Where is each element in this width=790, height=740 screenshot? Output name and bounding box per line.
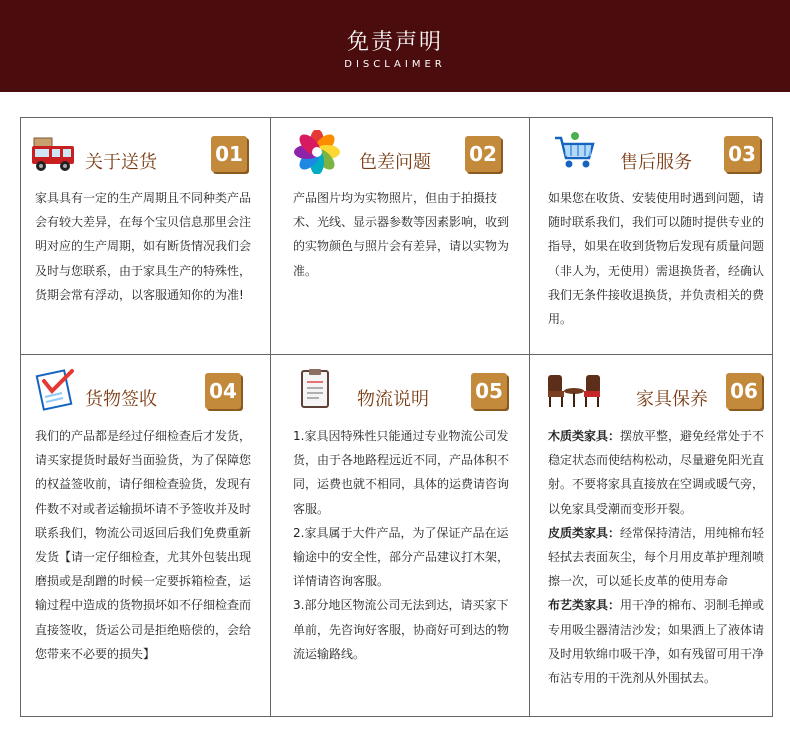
cell-maintenance <box>530 355 774 718</box>
logistics-paragraph: 2.家具属于大件产品，为了保证产品在运输途中的安全性，部分产品建议打木架，详情请咨询客服。 <box>293 525 510 589</box>
cell-title: 售后服务 <box>620 152 692 173</box>
number-badge: 02 <box>465 136 501 172</box>
care-label-fabric: 布艺类家具： <box>548 598 621 613</box>
cell-after-sales <box>530 118 774 354</box>
number-badge: 06 <box>726 373 762 409</box>
cell-title: 家具保养 <box>636 389 708 410</box>
cell-text: 家具具有一定的生产周期且不同种类产品会有较大差异，在每个宝贝信息那里会注明对应的生产周期，如有断货情况我们会及时与您联系，由于家具生产的特殊性，货期会常有浮动，以客服通知你的为准! <box>35 191 252 302</box>
cell-title: 物流说明 <box>357 389 429 410</box>
number-badge: 01 <box>211 136 247 172</box>
number-badge: 04 <box>205 373 241 409</box>
cell-text: 如果您在收货、安装使用时遇到问题，请随时联系我们，我们可以随时提供专业的指导，如果在收到货物后发现有质量问题（非人为，无使用）需退换货者，经确认我们无条件接收退换货，并负责相关的费用。 <box>548 191 765 327</box>
checkmark-document-icon <box>31 367 79 411</box>
care-text-fabric: 用干净的棉布、羽制毛掸或专用吸尘器清洁沙发；如果洒上了液体请及时用软绵巾吸干净，如有残留可用干净布沾专用的干洗剂从外围拭去。 <box>548 598 765 686</box>
cell-title: 货物签收 <box>85 389 157 410</box>
cell-title: 关于送货 <box>85 152 157 173</box>
clipboard-icon <box>291 367 339 411</box>
care-label-wood: 木质类家具： <box>548 429 621 443</box>
number-badge: 03 <box>724 136 760 172</box>
color-wheel-icon <box>293 130 341 174</box>
care-text-leather: 经常保持清洁，用纯棉布轻轻拭去表面灰尘，每个月用皮革护理剂喷擦一次，可以延长皮革的使用寿命 <box>548 525 765 589</box>
cell-text: 产品图片均为实物照片，但由于拍摄技术、光线、显示器参数等因素影响，收到的实物颜色与照片会有差异，请以实物为准。 <box>293 191 510 278</box>
cell-logistics <box>271 355 529 718</box>
care-label-leather: 皮质类家具： <box>548 525 621 540</box>
logistics-paragraph: 3.部分地区物流公司无法到达，请买家下单前，先咨询好客服，协商好可到达的物流运输路线。 <box>293 598 510 661</box>
cell-receipt <box>21 355 270 718</box>
care-text-wood: 摆放平整，避免经常处于不稳定状态而使结构松动，尽量避免阳光直射。不要将家具直接放在空调或暖气旁，以免家具受潮而变形开裂。 <box>548 429 765 516</box>
cell-text <box>293 424 515 666</box>
disclaimer-banner <box>0 0 790 92</box>
shopping-cart-icon <box>550 130 598 174</box>
logistics-paragraph: 1.家具因特殊性只能通过专业物流公司发货，由于各地路程远近不同，产品体积不同，运费也就不相同，具体的运费请咨询客服。 <box>293 429 510 516</box>
cell-title: 色差问题 <box>359 152 431 173</box>
cell-text: 我们的产品都是经过仔细检查后才发货，请买家提货时最好当面验货，为了保障您的权益签收前，请仔细检查验货，发现有件数不对或者运输损坏请不予签收并及时联系我们，物流公司返回后我们免费重新发货【请一定仔细检查，尤其外包装出现磨损或是刮蹭的时候一定要拆箱检查，运输过程中造成的货物损坏如不仔细检查而直接签收，货运公司是拒绝赔偿的，会给您带来不必要的损失】 <box>35 429 252 661</box>
cell-text <box>548 424 770 690</box>
delivery-truck-icon <box>29 132 77 176</box>
cell-delivery <box>21 118 270 354</box>
banner-subtitle: DISCLAIMER <box>344 59 446 70</box>
number-badge: 05 <box>471 373 507 409</box>
furniture-set-icon <box>546 367 602 411</box>
cell-color-difference <box>271 118 529 354</box>
banner-title: 免责声明 <box>346 30 443 55</box>
disclaimer-grid <box>20 117 773 717</box>
